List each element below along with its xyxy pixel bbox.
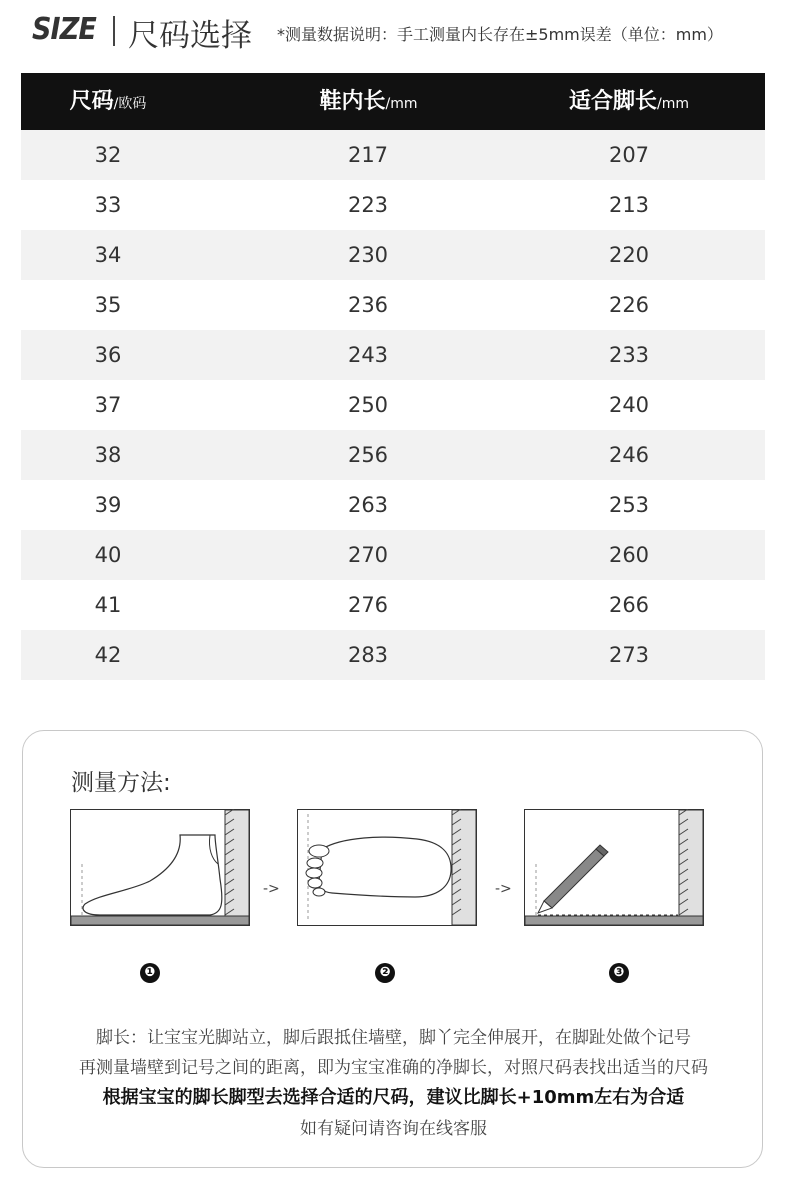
instruction-line-2: 再测量墙壁到记号之间的距离，即为宝宝准确的净脚长，对照尺码表找出适当的尺码 xyxy=(79,1058,708,1078)
step-2-illustration xyxy=(297,809,477,926)
contact-line: 如有疑问请咨询在线客服 xyxy=(300,1119,487,1139)
size-cell: 42 xyxy=(94,643,122,667)
table-row xyxy=(21,580,765,630)
step-3-number: ❸ xyxy=(609,963,629,983)
step-3-illustration xyxy=(524,809,704,926)
foot-length-cell: 207 xyxy=(608,143,650,167)
table-row xyxy=(21,230,765,280)
foot-length-cell: 273 xyxy=(608,643,650,667)
table-row xyxy=(21,280,765,330)
header-size-unit: /欧码 xyxy=(113,96,147,112)
inner-length-cell: 230 xyxy=(347,243,389,267)
inner-length-cell: 217 xyxy=(347,143,389,167)
measurement-panel xyxy=(22,730,763,1168)
table-row xyxy=(21,630,765,680)
size-cell: 32 xyxy=(94,143,122,167)
header-size xyxy=(21,73,195,130)
foot-length-cell: 213 xyxy=(608,193,650,217)
foot-length-cell: 246 xyxy=(608,443,650,467)
size-table xyxy=(21,73,765,680)
foot-length-cell: 266 xyxy=(608,593,650,617)
page-title: 尺码选择 xyxy=(128,18,252,54)
inner-length-cell: 283 xyxy=(347,643,389,667)
header-inner-length-label: 鞋内长 xyxy=(319,89,386,114)
header-foot-length-label: 适合脚长 xyxy=(568,89,657,114)
size-cell: 37 xyxy=(94,393,122,417)
header-foot-length xyxy=(539,73,719,130)
size-cell: 33 xyxy=(94,193,122,217)
step-1-illustration xyxy=(70,809,250,926)
arrow-2: -> xyxy=(495,881,512,897)
size-cell: 40 xyxy=(94,543,122,567)
table-header xyxy=(21,73,765,130)
table-row xyxy=(21,180,765,230)
brand-logo: SIZE xyxy=(32,12,96,47)
foot-length-cell: 253 xyxy=(608,493,650,517)
table-row xyxy=(21,330,765,380)
table-row xyxy=(21,530,765,580)
step-1-number: ❶ xyxy=(140,963,160,983)
size-cell: 36 xyxy=(94,343,122,367)
recommendation-line: 根据宝宝的脚长脚型去选择合适的尺码，建议比脚长+10mm左右为合适 xyxy=(102,1087,685,1108)
foot-length-cell: 220 xyxy=(608,243,650,267)
inner-length-cell: 263 xyxy=(347,493,389,517)
foot-length-cell: 240 xyxy=(608,393,650,417)
arrow-1: -> xyxy=(263,881,280,897)
table-row xyxy=(21,430,765,480)
inner-length-cell: 270 xyxy=(347,543,389,567)
inner-length-cell: 250 xyxy=(347,393,389,417)
foot-top-view-icon xyxy=(297,809,477,926)
pencil-mark-icon xyxy=(524,809,704,926)
size-cell: 41 xyxy=(94,593,122,617)
foot-length-cell: 260 xyxy=(608,543,650,567)
size-cell: 38 xyxy=(94,443,122,467)
foot-length-cell: 233 xyxy=(608,343,650,367)
step-2-number: ❷ xyxy=(375,963,395,983)
header-inner-length xyxy=(271,73,466,130)
size-cell: 34 xyxy=(94,243,122,267)
size-cell: 39 xyxy=(94,493,122,517)
inner-length-cell: 236 xyxy=(347,293,389,317)
table-row xyxy=(21,480,765,530)
header-size-label: 尺码 xyxy=(69,89,114,114)
instruction-line-1: 脚长：让宝宝光脚站立，脚后跟抵住墙壁，脚丫完全伸展开，在脚趾处做个记号 xyxy=(96,1028,691,1048)
inner-length-cell: 243 xyxy=(347,343,389,367)
header-foot-length-unit: /mm xyxy=(657,96,689,112)
foot-side-view-icon xyxy=(70,809,250,926)
foot-length-cell: 226 xyxy=(608,293,650,317)
header xyxy=(32,10,772,54)
inner-length-cell: 276 xyxy=(347,593,389,617)
inner-length-cell: 223 xyxy=(347,193,389,217)
measurement-note: *测量数据说明：手工测量内长存在±5mm误差（单位：mm） xyxy=(277,25,723,44)
inner-length-cell: 256 xyxy=(347,443,389,467)
header-divider xyxy=(113,16,115,46)
size-cell: 35 xyxy=(94,293,122,317)
table-row xyxy=(21,380,765,430)
header-inner-length-unit: /mm xyxy=(385,96,418,112)
table-row xyxy=(21,130,765,180)
method-title: 测量方法: xyxy=(71,770,171,796)
